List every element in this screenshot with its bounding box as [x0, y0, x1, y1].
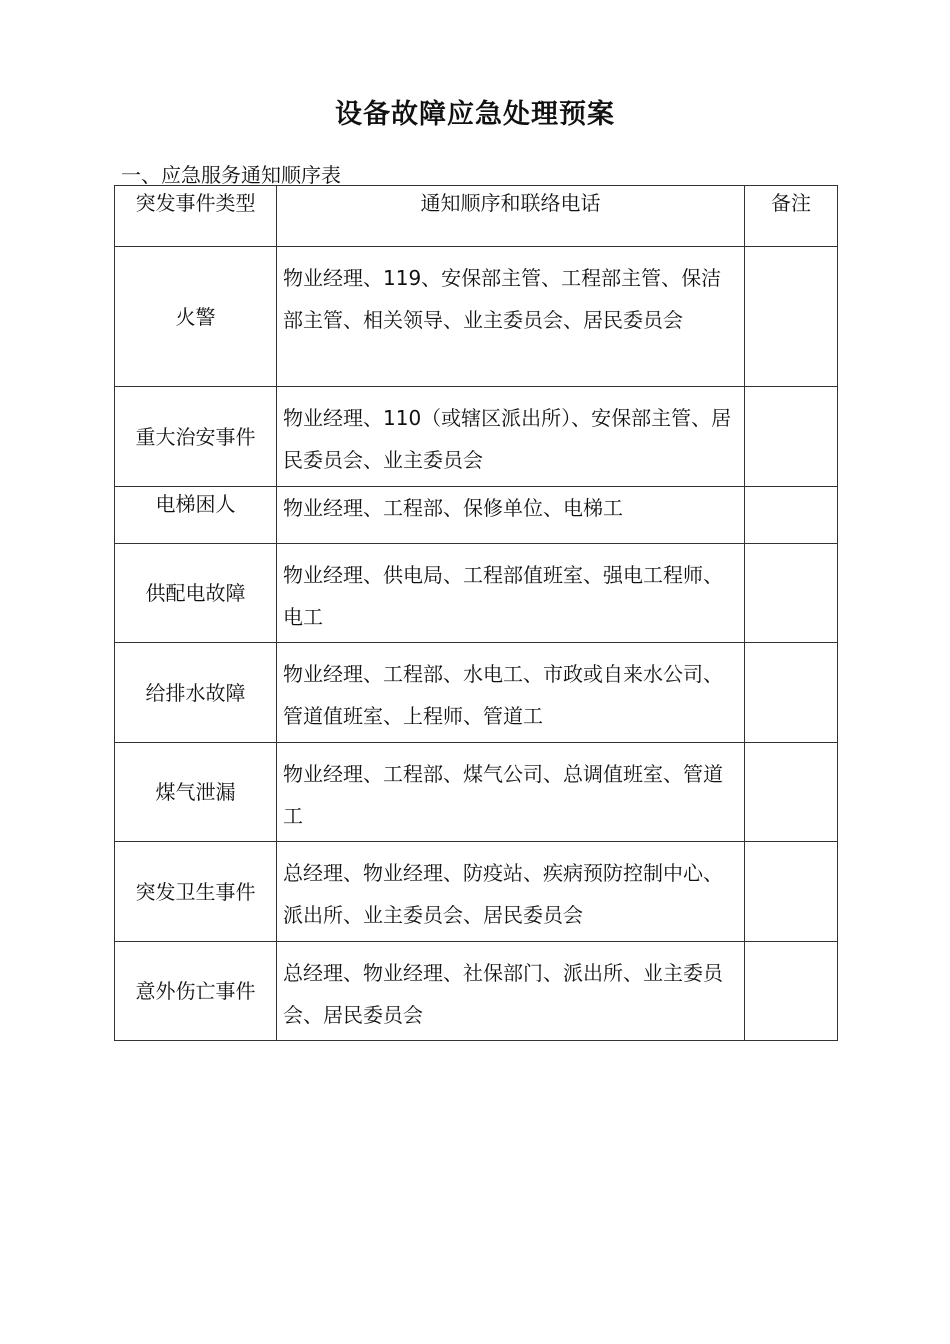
- table-row: [115, 842, 838, 942]
- remarks-cell: [745, 842, 838, 942]
- table-row: [115, 544, 838, 643]
- event-type-cell: 给排水故障: [115, 643, 277, 743]
- header-remarks: 备注: [745, 186, 838, 247]
- remarks-cell: [745, 247, 838, 387]
- notify-order-cell: 总经理、物业经理、社保部门、派出所、业主委员会、居民委员会: [277, 942, 745, 1041]
- table-row: [115, 942, 838, 1041]
- event-type-cell: 火警: [115, 247, 277, 387]
- notify-order-cell: 物业经理、供电局、工程部值班室、强电工程师、电工: [277, 544, 745, 643]
- document-title: 设备故障应急处理预案: [335, 99, 615, 130]
- table-row: [115, 487, 838, 544]
- notify-order-cell: 物业经理、110（或辖区派出所）、安保部主管、居民委员会、业主委员会: [277, 387, 745, 487]
- notify-order-cell: 物业经理、工程部、水电工、市政或自来水公司、管道值班室、上程师、管道工: [277, 643, 745, 743]
- table-row: [115, 387, 838, 487]
- remarks-cell: [745, 942, 838, 1041]
- event-type-cell: 煤气泄漏: [115, 743, 277, 842]
- table-row: [115, 643, 838, 743]
- table-row: [115, 247, 838, 387]
- remarks-cell: [745, 487, 838, 544]
- notify-order-cell: 物业经理、工程部、保修单位、电梯工: [277, 487, 745, 544]
- header-notify-order: 通知顺序和联络电话: [277, 186, 745, 247]
- header-event-type: 突发事件类型: [115, 186, 277, 247]
- section-heading: 一、应急服务通知顺序表: [121, 163, 341, 187]
- notification-order-table: [114, 185, 838, 1041]
- remarks-cell: [745, 743, 838, 842]
- remarks-cell: [745, 544, 838, 643]
- table-row: [115, 743, 838, 842]
- notify-order-cell: 物业经理、工程部、煤气公司、总调值班室、管道工: [277, 743, 745, 842]
- remarks-cell: [745, 387, 838, 487]
- event-type-cell: 电梯困人: [115, 487, 277, 544]
- remarks-cell: [745, 643, 838, 743]
- event-type-cell: 突发卫生事件: [115, 842, 277, 942]
- event-type-cell: 意外伤亡事件: [115, 942, 277, 1041]
- notify-order-cell: 总经理、物业经理、防疫站、疾病预防控制中心、派出所、业主委员会、居民委员会: [277, 842, 745, 942]
- table-header-row: [115, 186, 838, 247]
- notify-order-cell: 物业经理、119、安保部主管、工程部主管、保洁部主管、相关领导、业主委员会、居民委员会: [277, 247, 745, 387]
- event-type-cell: 供配电故障: [115, 544, 277, 643]
- event-type-cell: 重大治安事件: [115, 387, 277, 487]
